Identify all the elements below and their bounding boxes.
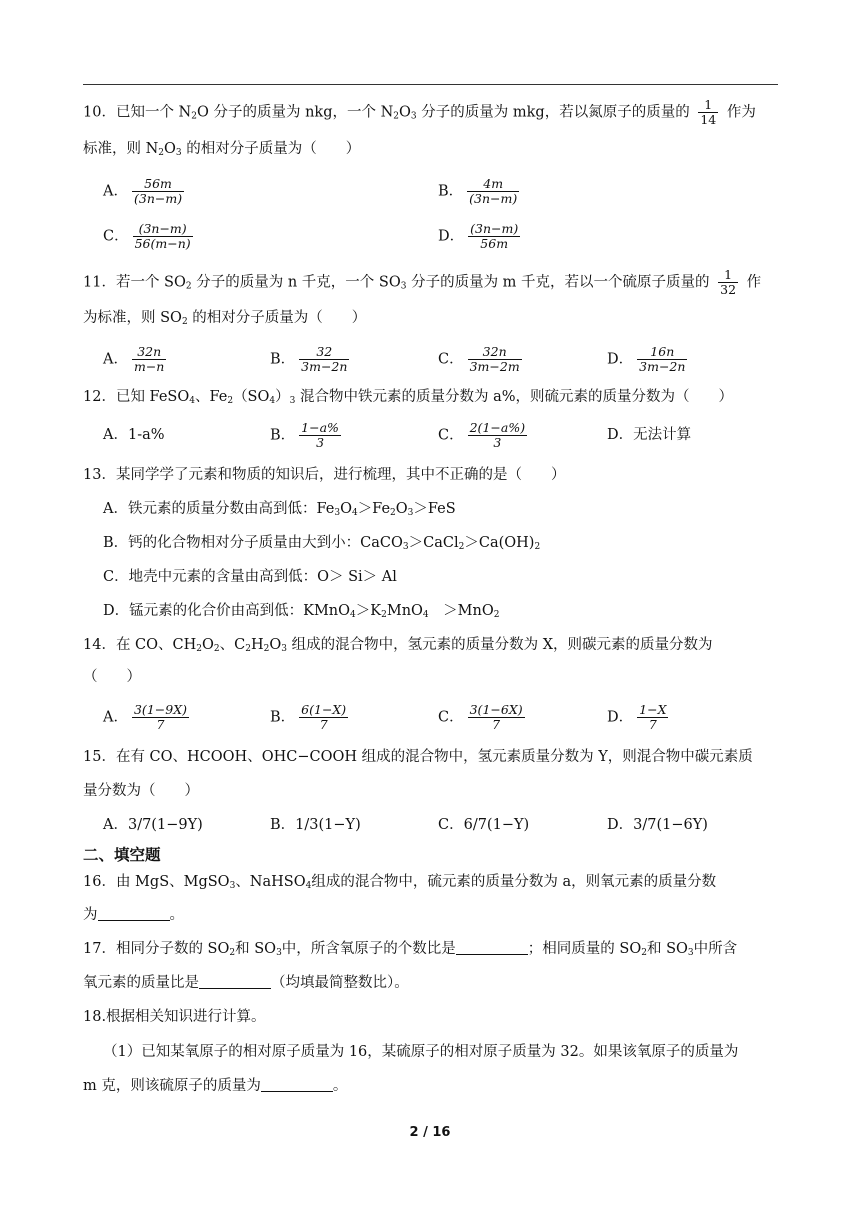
q13-option-d: D．锰元素的化合价由高到低：$KMnO_4>K_2MnO_4$ ＞MnO$_2$ [103,603,500,620]
q12-option-a: A．1-a% [103,427,165,443]
header-rule [83,84,778,85]
q17-stem-line1: 17．相同分子数的 $SO_2$和 $SO_3$中，所含氧原子的个数比是 ；相同质量的 $SO_2$和 $SO_3$中所含 [83,941,738,958]
answer-blank[interactable] [261,1077,333,1092]
q15-option-a: A．3/7(1−9Y) [103,817,203,833]
q15-option-d: D．3/7(1−6Y) [607,817,708,833]
q18-sub1-line1: （1）已知某氧原子的相对原子质量为 16，某硫原子的相对原子质量为 32。如果该氧原子的质量为 [103,1044,739,1060]
answer-blank[interactable] [98,906,170,921]
q10-option-a: A． $\frac{56m}{(3n-m)}$ [103,176,183,206]
q15-option-c: C．6/7(1−Y) [438,817,530,833]
q17-stem-line2: 氧元素的质量比是 （均填最简整数比）。 [83,975,409,991]
q13-option-a: A．铁元素的质量分数由高到低：$Fe_3O_4>Fe_2O_3>FeS$ [103,501,456,518]
q14-stem-line2: （ ） [83,669,141,685]
q11-option-d: D． $\frac{16n}{3m-2n}$ [607,344,686,374]
q14-option-c: C． $\frac{3(1-6X)}{7}$ [438,702,523,732]
q13-option-b: B．钙的化合物相对分子质量由大到小：$CaCO_3>CaCl_2>Ca(OH)_2$ [103,535,541,552]
fraction-1-32: $\frac{1}{32}$ [720,267,737,297]
q13-option-c: C．地壳中元素的含量由高到低：O＞ Si＞ Al [103,569,397,585]
q10-option-b: B． $\frac{4m}{(3n-m)}$ [438,176,518,206]
q13-stem: 13．某同学学了元素和物质的知识后，进行梳理，其中不正确的是（ ） [83,467,566,483]
q10-stem-line2: 标准，则 $N_2O_3$ 的相对分子质量为（ ） [83,141,361,158]
q15-stem-line1: 15．在有 CO、HCOOH、OHC−COOH 组成的混合物中，氢元素质量分数为 Y，则混合物中碳元素质 [83,749,753,765]
q14-stem-line1: 14．在 CO、$CH_2O_2$、$C_2H_2O_3$ 组成的混合物中，氢元素的质量分数为 X，则碳元素的质量分数为 [83,637,713,654]
q12-stem: 12．已知 FeSO$_4$、$Fe_2(SO_4)_3$ 混合物中铁元素的质量分数为 a%，则硫元素的质量分数为（ ） [83,389,733,406]
q12-option-d: D．无法计算 [607,427,692,443]
q10-stem-line1: 10．已知一个 $N_2O$ 分子的质量为 nkg，一个 $N_2O_3$ 分子的质量为 mkg，若以氮原子的质量的 $\frac{1}{14}$ 作为 [83,97,756,127]
q14-option-b: B． $\frac{6(1-X)}{7}$ [270,702,347,732]
q15-option-b: B．1/3(1−Y) [270,817,361,833]
answer-blank[interactable] [456,940,528,955]
answer-blank[interactable] [199,974,271,989]
q18-stem: 18.根据相关知识进行计算。 [83,1009,266,1025]
page-number: 2 / 16 [409,1125,451,1140]
q11-stem-line1: 11．若一个 $SO_2$ 分子的质量为 n 千克，一个 $SO_3$ 分子的质量为 m 千克，若以一个硫原子质量的 $\frac{1}{32}$ 作 [83,267,762,297]
q15-stem-line2: 量分数为（ ） [83,783,199,799]
q11-option-a: A． $\frac{32n}{m-n}$ [103,344,165,374]
q11-option-b: B． $\frac{32}{3m-2n}$ [270,344,348,374]
q11-stem-line2: 为标准，则 $SO_2$ 的相对分子质量为（ ） [83,310,367,327]
fraction-1-14: $\frac{1}{14}$ [700,97,717,127]
section-heading-fill-in: 二、填空题 [83,846,161,864]
q16-stem-line1: 16．由 MgS、MgSO$_3$、NaHSO$_4$组成的混合物中，硫元素的质量分数为 a，则氧元素的质量分数 [83,874,717,891]
q14-option-a: A． $\frac{3(1-9X)}{7}$ [103,702,187,732]
q16-stem-line2: 为 。 [83,907,184,923]
q10-option-d: D． $\frac{(3n-m)}{56m}$ [438,221,519,251]
q14-option-d: D． $\frac{1-X}{7}$ [607,702,667,732]
q12-option-c: C． $\frac{2(1-a\%)}{3}$ [438,420,526,450]
q12-option-b: B． $\frac{1-a\%}{3}$ [270,420,339,450]
q10-option-c: C． $\frac{(3n-m)}{56(m-n)}$ [103,221,191,251]
q11-option-c: C． $\frac{32n}{3m-2m}$ [438,344,520,374]
q18-sub1-line2: m 克，则该硫原子的质量为 。 [83,1078,348,1094]
